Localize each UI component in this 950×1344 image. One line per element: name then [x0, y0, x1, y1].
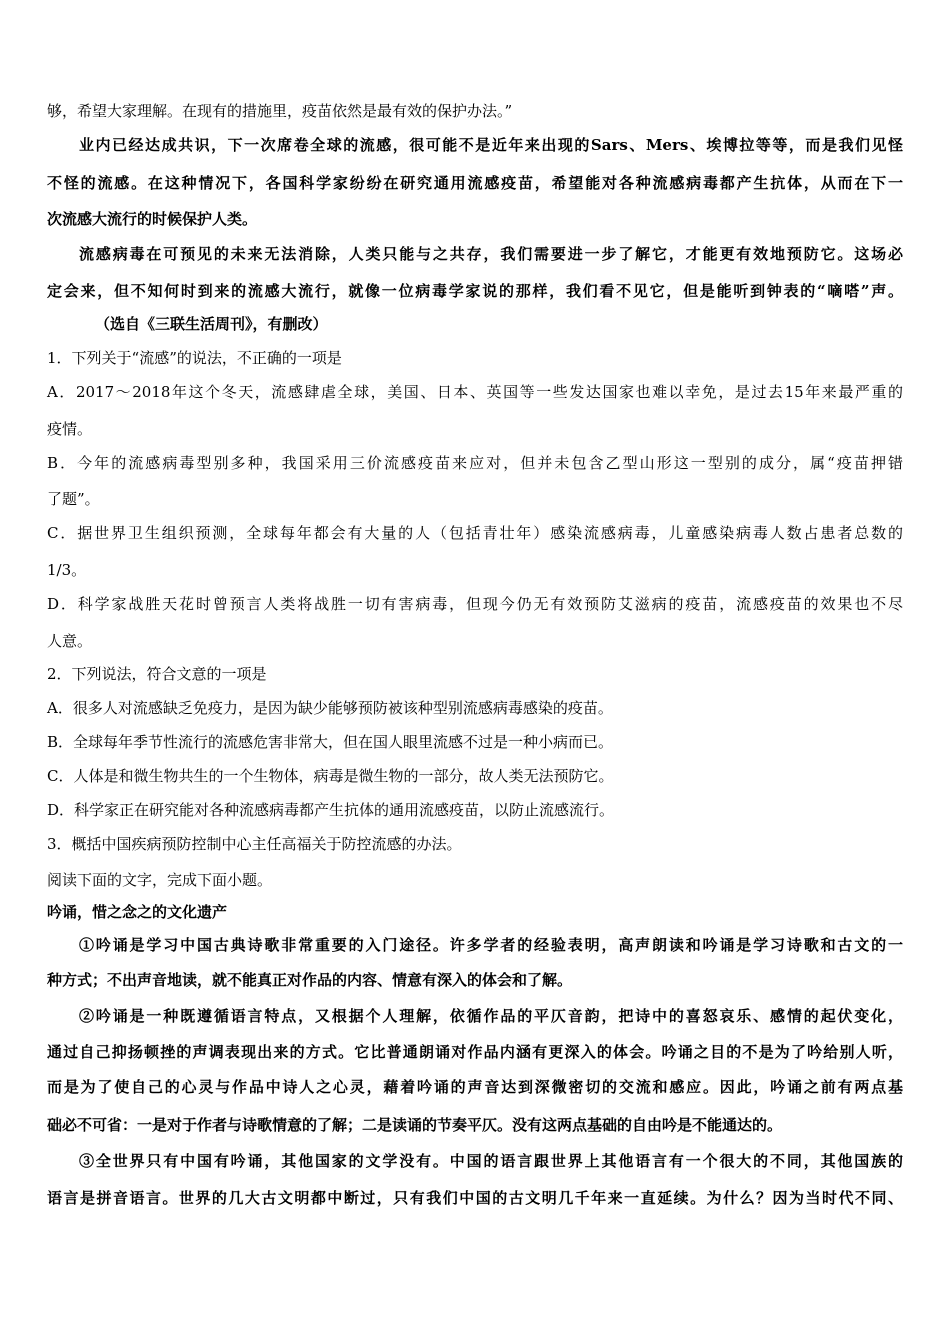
article-title: 吟诵，惜之念之的文化遗产 — [47, 903, 228, 921]
q2-option-b: B．全球每年季节性流行的流感危害非常大，但在国人眼里流感不过是一种小病而已。 — [47, 733, 614, 751]
q1-option-a-cont: 疫情。 — [47, 420, 93, 438]
passage-line: 够，希望大家理解。在现有的措施里，疫苗依然是最有效的保护办法。” — [47, 102, 513, 120]
passage-line: 定会来，但不知何时到来的流感大流行，就像一位病毒学家说的那样，我们看不见它，但是能听到钟表的“嘀嗒”声。 — [47, 282, 903, 300]
q1-option-c-cont: 1/3。 — [47, 561, 87, 579]
q2-option-a: A．很多人对流感缺乏免疫力，是因为缺少能够预防被该种型别流感病毒感染的疫苗。 — [47, 699, 613, 717]
question-2-stem: 2．下列说法，符合文意的一项是 — [47, 665, 267, 683]
paragraph-line: 通过自己抑扬顿挫的声调表现出来的方式。它比普通朗诵对作品内涵有更深入的体会。吟诵之目的不是为了吟给别人听， — [47, 1043, 903, 1061]
q1-option-b-cont: 了题”。 — [47, 490, 100, 508]
reading-instruction: 阅读下面的文字，完成下面小题。 — [47, 871, 273, 889]
question-1-stem: 1．下列关于“流感”的说法，不正确的一项是 — [47, 349, 342, 367]
paragraph-line: ③全世界只有中国有吟诵，其他国家的文学没有。中国的语言跟世界上其他语言有一个很大的不同，其他国族的 — [79, 1152, 903, 1170]
passage-line: 业内已经达成共识，下一次席卷全球的流感，很可能不是近年来出现的Sars、Mers、埃博拉等等，而是我们见怪 — [79, 136, 903, 154]
paragraph-line: 而是为了使自己的心灵与作品中诗人之心灵，藉着吟诵的声音达到深微密切的交流和感应。因此，吟诵之前有两点基 — [47, 1078, 903, 1096]
passage-line: 不怪的流感。在这种情况下，各国科学家纷纷在研究通用流感疫苗，希望能对各种流感病毒都产生抗体，从而在下一 — [47, 174, 903, 192]
paragraph-line: 种方式；不出声音地读，就不能真正对作品的内容、情意有深入的体会和了解。 — [47, 971, 573, 989]
paragraph-line: ②吟诵是一种既遵循语言特点，又根据个人理解，依循作品的平仄音韵，把诗中的喜怒哀乐、感情的起伏变化， — [79, 1007, 903, 1025]
q1-option-c: C．据世界卫生组织预测，全球每年都会有大量的人（包括青壮年）感染流感病毒，儿童感染病毒人数占患者总数的 — [47, 524, 903, 542]
q2-option-d: D．科学家正在研究能对各种流感病毒都产生抗体的通用流感疫苗，以防止流感流行。 — [47, 801, 615, 819]
passage-line: 次流感大流行的时候保护人类。 — [47, 210, 258, 228]
question-3-stem: 3．概括中国疾病预防控制中心主任高福关于防控流感的办法。 — [47, 835, 462, 853]
q1-option-b: B．今年的流感病毒型别多种，我国采用三价流感疫苗来应对，但并未包含乙型山形这一型别的成分，属“疫苗押错 — [47, 454, 903, 472]
q1-option-d-cont: 人意。 — [47, 632, 93, 650]
paragraph-line: 语言是拼音语言。世界的几大古文明都中断过，只有我们中国的古文明几千年来一直延续。为什么？因为当时代不同、 — [47, 1189, 903, 1207]
paragraph-line: ①吟诵是学习中国古典诗歌非常重要的入门途径。许多学者的经验表明，高声朗读和吟诵是学习诗歌和古文的一 — [79, 936, 903, 954]
q1-option-a: A．2017～2018年这个冬天，流感肆虐全球，美国、日本、英国等一些发达国家也难以幸免，是过去15年来最严重的 — [47, 383, 903, 401]
source-citation: （选自《三联生活周刊》，有删改） — [95, 315, 328, 333]
paragraph-line: 础必不可省：一是对于作者与诗歌情意的了解；二是读诵的节奏平仄。没有这两点基础的自由吟是不能通达的。 — [47, 1116, 783, 1134]
q1-option-d: D．科学家战胜天花时曾预言人类将战胜一切有害病毒，但现今仍无有效预防艾滋病的疫苗，流感疫苗的效果也不尽 — [47, 595, 903, 613]
q2-option-c: C．人体是和微生物共生的一个生物体，病毒是微生物的一部分，故人类无法预防它。 — [47, 767, 614, 785]
passage-line: 流感病毒在可预见的未来无法消除，人类只能与之共存，我们需要进一步了解它，才能更有效地预防它。这场必 — [79, 245, 903, 263]
